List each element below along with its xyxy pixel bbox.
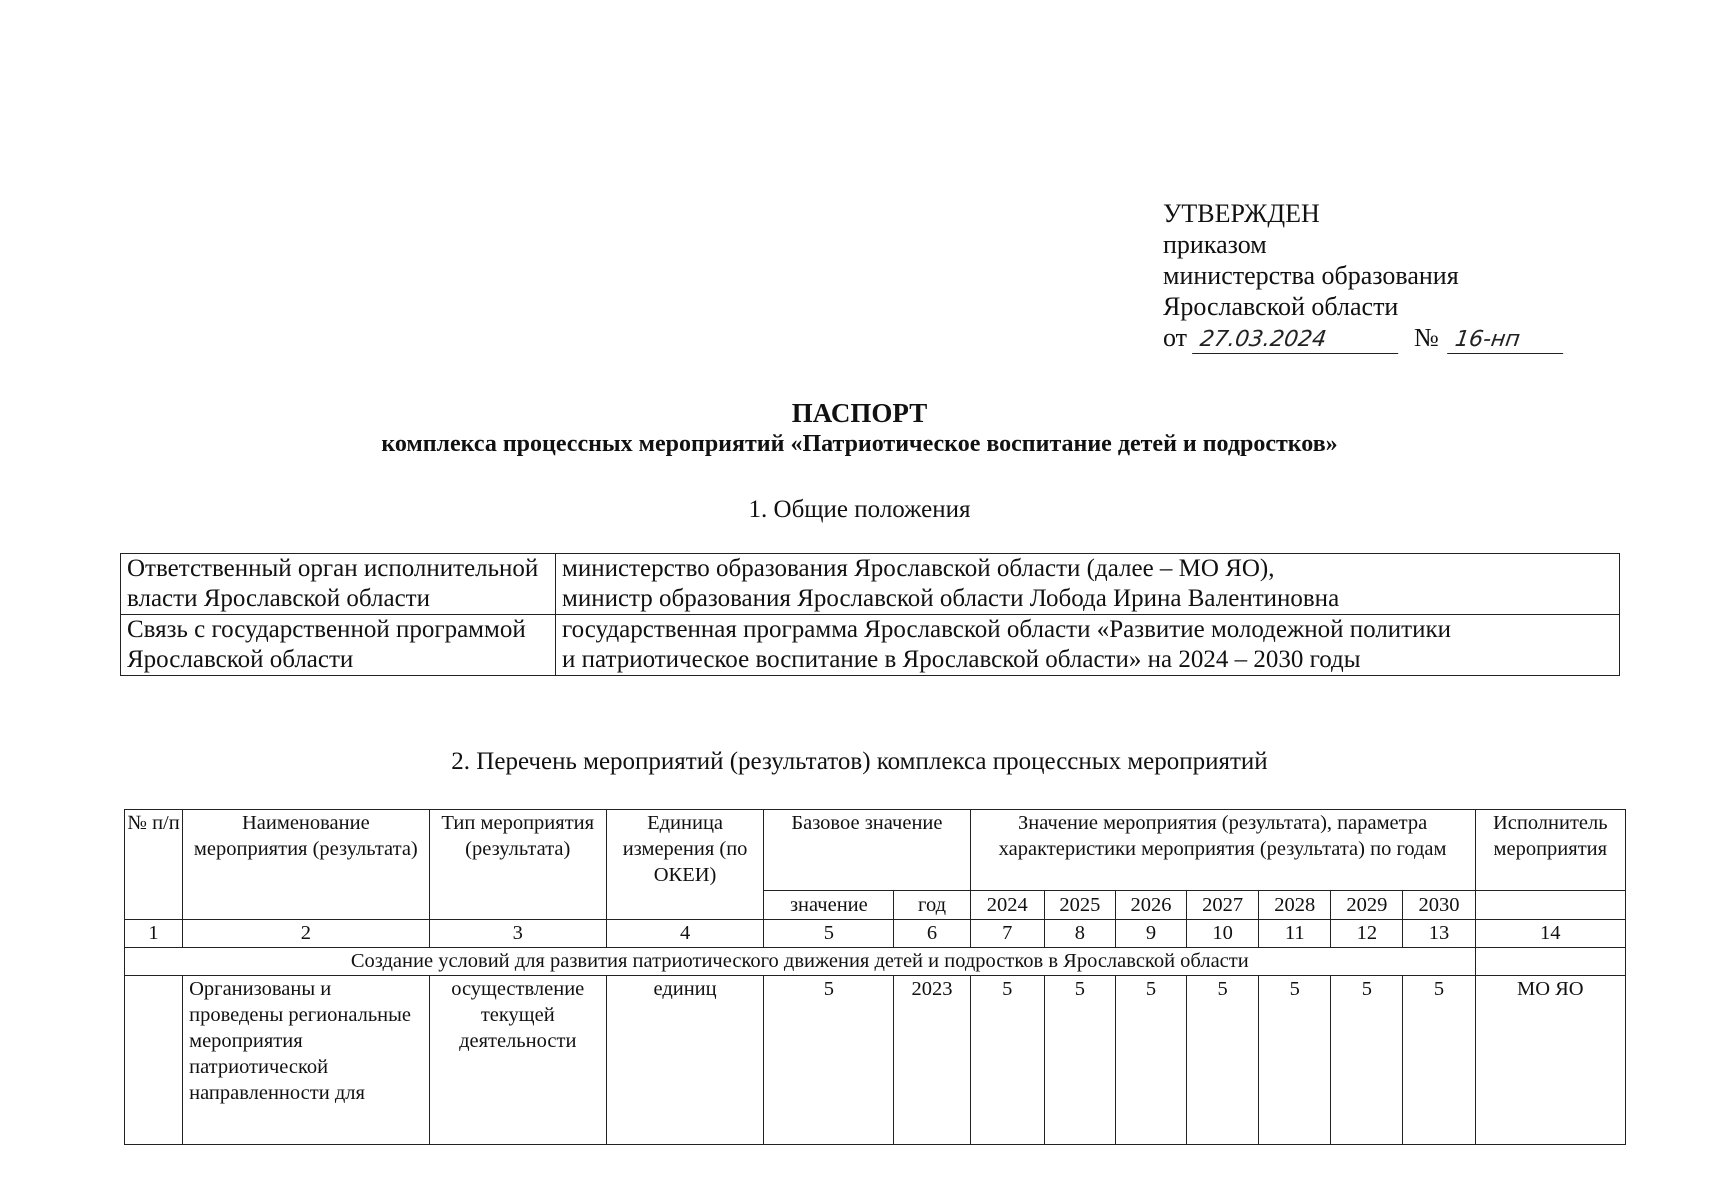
approval-line-2: министерства образования bbox=[1163, 261, 1459, 290]
column-number: 7 bbox=[970, 920, 1044, 948]
row-name: Организованы и проведены региональные мероприятия патриотической направленности для bbox=[183, 976, 429, 1145]
column-number: 14 bbox=[1475, 920, 1625, 948]
header-executor: Исполнитель мероприятия bbox=[1475, 810, 1625, 891]
header-row bbox=[125, 810, 1626, 891]
events-table bbox=[124, 809, 1626, 1145]
general-value-line: и патриотическое воспитание в Ярославской области» на 2024 – 2030 годы bbox=[562, 646, 1361, 673]
section-row-empty bbox=[1475, 948, 1625, 976]
row-year-value: 5 bbox=[1403, 976, 1475, 1145]
row-executor: МО ЯО bbox=[1475, 976, 1625, 1145]
approval-block bbox=[1163, 198, 1565, 354]
general-value-line: министерство образования Ярославской области (далее – МО ЯО), bbox=[562, 555, 1275, 582]
general-value-cell bbox=[556, 615, 1620, 676]
header-base: Базовое значение bbox=[764, 810, 970, 891]
header-values: Значение мероприятия (результата), параметра характеристики мероприятия (результата) по годам bbox=[970, 810, 1475, 891]
section-1-title: 1. Общие положения bbox=[748, 496, 971, 523]
header-year: 2029 bbox=[1331, 891, 1403, 920]
header-year: 2026 bbox=[1115, 891, 1186, 920]
row-base-value: 5 bbox=[764, 976, 894, 1145]
general-value-cell bbox=[556, 554, 1620, 615]
column-number: 9 bbox=[1115, 920, 1186, 948]
row-num bbox=[125, 976, 183, 1145]
header-unit: Единица измерения (по ОКЕИ) bbox=[606, 810, 763, 920]
column-number: 6 bbox=[894, 920, 970, 948]
general-row bbox=[121, 615, 1620, 676]
approval-line-1: приказом bbox=[1163, 230, 1267, 259]
general-value-line: министр образования Ярославской области Лобода Ирина Валентиновна bbox=[562, 585, 1340, 612]
header-name: Наименование мероприятия (результата) bbox=[183, 810, 429, 920]
column-number: 2 bbox=[183, 920, 429, 948]
header-base-year: год bbox=[894, 891, 970, 920]
row-type: осуществление текущей деятельности bbox=[429, 976, 606, 1145]
column-number: 4 bbox=[606, 920, 763, 948]
general-value-line: государственная программа Ярославской области «Развитие молодежной политики bbox=[562, 616, 1452, 643]
handwritten-date: 27.03.2024 bbox=[1192, 327, 1402, 354]
document-title: ПАСПОРТ bbox=[791, 398, 928, 428]
header-year: 2028 bbox=[1259, 891, 1331, 920]
row-year-value: 5 bbox=[1115, 976, 1186, 1145]
section-2-title: 2. Перечень мероприятий (результатов) комплекса процессных мероприятий bbox=[451, 748, 1268, 775]
general-label-cell: Связь с государственной программой Ярославской области bbox=[121, 615, 556, 676]
number-sign: № bbox=[1414, 323, 1439, 352]
section-row bbox=[125, 948, 1626, 976]
row-base-year: 2023 bbox=[894, 976, 970, 1145]
table-row bbox=[125, 976, 1626, 1145]
header-year: 2027 bbox=[1187, 891, 1259, 920]
header-year: 2025 bbox=[1044, 891, 1115, 920]
column-number: 3 bbox=[429, 920, 606, 948]
row-year-value: 5 bbox=[1259, 976, 1331, 1145]
column-number: 5 bbox=[764, 920, 894, 948]
header-base-value: значение bbox=[764, 891, 894, 920]
general-provisions-table bbox=[120, 553, 1620, 676]
document-subtitle: комплекса процессных мероприятий «Патриотическое воспитание детей и подростков» bbox=[381, 431, 1338, 457]
header-executor-empty bbox=[1475, 891, 1625, 920]
column-number: 1 bbox=[125, 920, 183, 948]
row-unit: единиц bbox=[606, 976, 763, 1145]
handwritten-number: 16-нп bbox=[1447, 327, 1567, 354]
general-label-cell: Ответственный орган исполнительной власти Ярославской области bbox=[121, 554, 556, 615]
row-year-value: 5 bbox=[1331, 976, 1403, 1145]
date-prefix: от bbox=[1163, 323, 1188, 352]
column-number: 13 bbox=[1403, 920, 1475, 948]
header-year: 2024 bbox=[970, 891, 1044, 920]
column-number: 11 bbox=[1259, 920, 1331, 948]
column-number-row bbox=[125, 920, 1626, 948]
row-year-value: 5 bbox=[970, 976, 1044, 1145]
approval-line-3: Ярославской области bbox=[1163, 292, 1399, 321]
approval-date-line bbox=[1163, 322, 1565, 354]
general-row bbox=[121, 554, 1620, 615]
header-type: Тип мероприятия (результата) bbox=[429, 810, 606, 920]
row-year-value: 5 bbox=[1187, 976, 1259, 1145]
column-number: 12 bbox=[1331, 920, 1403, 948]
header-num: № п/п bbox=[125, 810, 183, 920]
header-year: 2030 bbox=[1403, 891, 1475, 920]
approval-status: УТВЕРЖДЕН bbox=[1163, 199, 1320, 228]
column-number: 10 bbox=[1187, 920, 1259, 948]
row-year-value: 5 bbox=[1044, 976, 1115, 1145]
column-number: 8 bbox=[1044, 920, 1115, 948]
section-row-title: Создание условий для развития патриотического движения детей и подростков в Ярославской области bbox=[125, 948, 1476, 976]
